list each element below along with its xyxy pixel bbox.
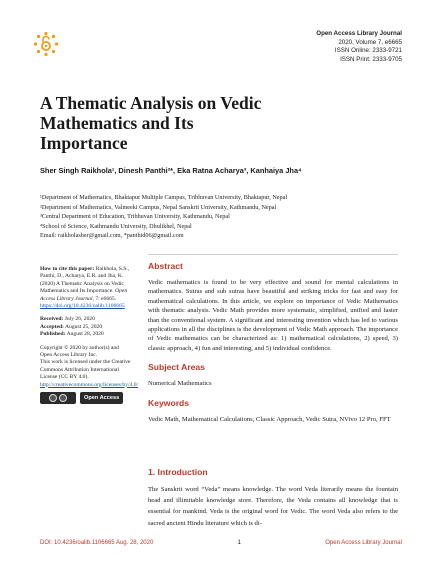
issn-online: ISSN Online: 2333-9721 <box>334 47 402 55</box>
accepted-date: August 25, 2020 <box>63 323 103 330</box>
subject-areas-text: Numerical Mathematics <box>148 380 212 388</box>
paper-title: A Thematic Analysis on Vedic Mathematics and Its Importance <box>40 93 262 153</box>
dates-block <box>40 316 132 338</box>
open-access-badge: Open Access <box>80 392 123 404</box>
published-date: August 28, 2020 <box>65 331 104 338</box>
cite-doi-link[interactable]: https://doi.org/10.4236/oalib.1106665 <box>40 303 125 310</box>
journal-volume: 2020, Volume 7, e6665 <box>338 38 402 46</box>
copyright-text: Copyright © 2020 by author(s) and Open Access Library Inc. <box>40 344 119 359</box>
page-footer <box>40 540 402 546</box>
abstract-heading: Abstract <box>148 261 183 271</box>
abstract-text: Vedic mathematics is found to be very effective and sound for mental calculations in mathematics. Sutras and sub sutras have beautiful and striking tricks for fast and easy for mathematical calculations. In this article, we explore on importance of Vedic Mathematics with thematic analysis. Vedic Math provides more systematic, simplified, unified and faster than the conventional system. A significant and interesting invention which has led to various applications in all the disciplines is the development of Vedic Math approach. The importance of Vedic mathematics can be characterized as: 1) mathematical calculations, 2) speed, 3) classic approach, 4) fun and interesting, and 5) individual confidence. <box>148 279 398 352</box>
keywords-text: Vedic Math, Mathematical Calculations, Classic Approach, Vedic Sutra, NVivo 12 Pro, FFT <box>148 415 391 423</box>
received-label: Received: <box>40 316 64 323</box>
page-number: 1 <box>237 540 241 546</box>
affiliations <box>40 193 400 241</box>
abstract-section <box>148 254 398 424</box>
license-block <box>40 344 139 404</box>
introduction-text: The Sanskrit word “Veda” means knowledge. The word Veda literarily means the fountain head and illimitable knowledge store. Therefore, the Veda contains all knowledge that is essential for mankind. Veda is the original word for Vedic. The word Veda also refers to the sacred ancient Hindu literature which is di- <box>148 486 398 527</box>
received-date: July 26, 2020 <box>63 316 95 323</box>
cite-journal: Open Access Library Journal <box>40 288 128 302</box>
license-text: This work is licensed under the Creative Commons Attribution International License (CC BY 4.0). <box>40 359 131 381</box>
license-link[interactable]: http://creativecommons.org/licenses/by/4.0/ <box>40 381 139 388</box>
divider <box>148 254 398 255</box>
citation-block <box>40 266 132 310</box>
journal-name: Open Access Library Journal <box>316 30 402 37</box>
article-info-sidebar <box>40 266 139 410</box>
issn-print: ISSN Print: 2333-9705 <box>340 55 402 63</box>
affiliation-1: ¹Department of Mathematics, Bhaktapur Multiple Campus, Tribhuvan University, Bhaktapur, Nepal <box>40 194 288 201</box>
subject-areas-heading: Subject Areas <box>148 362 205 373</box>
cite-label: How to cite this paper: <box>40 266 95 272</box>
author-emails: Email: raikholasher@gmail.com, *panthid06@gmail.com <box>40 232 184 239</box>
footer-doi: DOI: 10.4236/oalib.1106665 Aug. 28, 2020 <box>40 540 154 546</box>
affiliation-2: ²Department of Mathematics, Valmeeki Campus, Nepal Sanskrit University, Kathmandu, Nepal <box>40 203 277 211</box>
cite-volume: , 7: e6665. <box>92 295 117 302</box>
creative-commons-icon <box>40 392 76 404</box>
published-label: Published: <box>40 331 66 338</box>
introduction-heading: 1. Introduction <box>148 467 208 477</box>
keywords-heading: Keywords <box>148 397 190 408</box>
journal-info <box>316 30 402 64</box>
affiliation-3: ³Central Department of Education, Tribhuvan University, Kathmandu, Nepal <box>40 213 230 220</box>
author-list: Sher Singh Raikhola¹, Dinesh Panthi²*, Eka Ratna Acharya³, Kanhaiya Jha⁴ <box>40 166 302 175</box>
affiliation-4: ⁴School of Science, Kathmandu University, Dhulikhel, Nepal <box>40 222 192 230</box>
accepted-label: Accepted: <box>40 323 64 330</box>
cite-text: Raikhola, S.S., Panthi, D., Acharya, E.R. and Jha, K. (2020) A Thematic Analysis on Vedic Mathematics and Its Importance. <box>40 266 130 295</box>
footer-journal: Open Access Library Journal <box>325 540 402 546</box>
open-access-logo-icon <box>33 31 59 57</box>
